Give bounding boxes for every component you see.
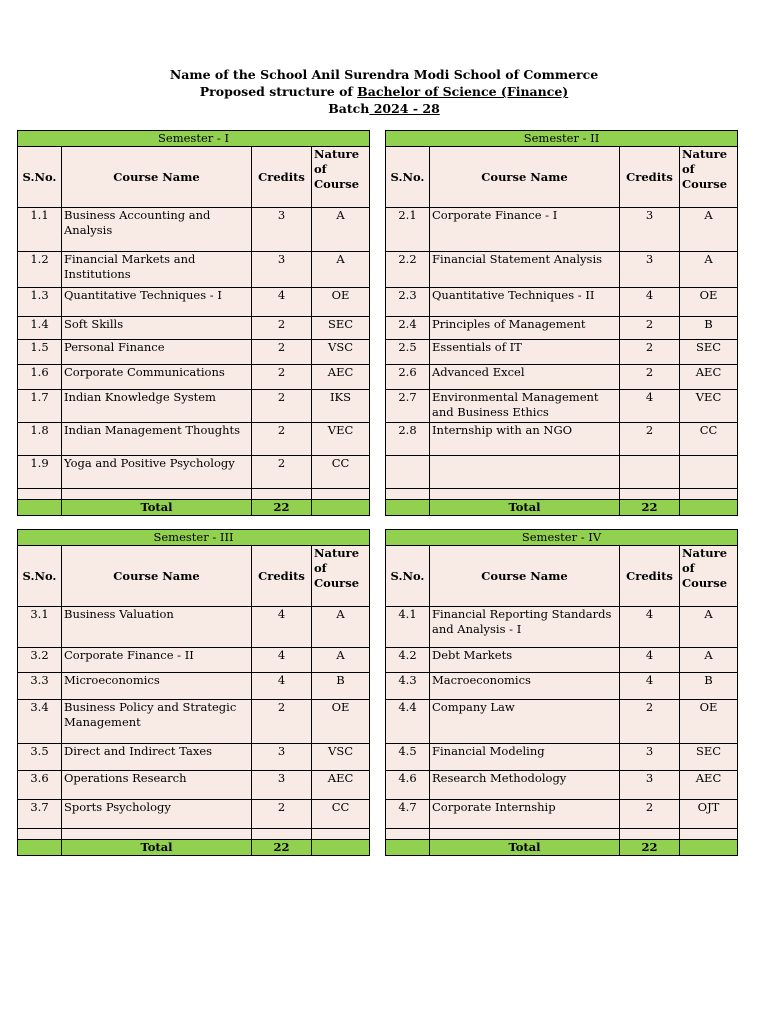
blank-cell — [430, 489, 620, 500]
course-credits: 2 — [620, 365, 680, 390]
total-credits: 22 — [252, 840, 312, 856]
course-credits: 4 — [620, 648, 680, 673]
course-nature: IKS — [312, 390, 370, 423]
blank-cell — [386, 456, 430, 489]
table-row — [18, 390, 370, 423]
blank-cell — [680, 829, 738, 840]
table-row — [386, 800, 738, 829]
total-spacer — [386, 500, 430, 516]
semester-title-row — [18, 131, 370, 147]
blank-row — [386, 489, 738, 500]
table-row — [386, 648, 738, 673]
total-credits: 22 — [252, 500, 312, 516]
blank-cell — [18, 489, 62, 500]
table-row — [386, 673, 738, 700]
course-credits: 2 — [620, 317, 680, 340]
course-credits: 3 — [620, 252, 680, 288]
table-row — [18, 340, 370, 365]
semester-title-row — [18, 530, 370, 546]
table-row — [386, 252, 738, 288]
blank-cell — [386, 489, 430, 500]
course-sno: 1.5 — [18, 340, 62, 365]
table-row — [18, 288, 370, 317]
course-credits: 4 — [252, 288, 312, 317]
document-header — [0, 66, 768, 117]
batch-prefix: Batch — [328, 101, 370, 116]
credits-header: Credits — [252, 147, 312, 208]
blank-cell — [620, 456, 680, 489]
total-spacer — [680, 500, 738, 516]
semester-title: Semester - I — [18, 131, 370, 147]
course-name: Debt Markets — [430, 648, 620, 673]
semester-table — [17, 130, 370, 516]
blank-cell — [252, 829, 312, 840]
course-sno: 3.6 — [18, 771, 62, 800]
course-nature: A — [312, 208, 370, 252]
course-name: Indian Management Thoughts — [62, 423, 252, 456]
course-credits: 4 — [620, 288, 680, 317]
course-sno: 4.3 — [386, 673, 430, 700]
course-name: Business Policy and Strategic Management — [62, 700, 252, 744]
course-credits: 2 — [252, 317, 312, 340]
course-nature: VEC — [680, 390, 738, 423]
total-label: Total — [62, 500, 252, 516]
table-row — [18, 700, 370, 744]
table-row — [386, 744, 738, 771]
course-name: Financial Modeling — [430, 744, 620, 771]
total-credits: 22 — [620, 840, 680, 856]
blank-cell — [620, 489, 680, 500]
table-row — [386, 390, 738, 423]
blank-cell — [430, 456, 620, 489]
semester-table — [17, 529, 370, 856]
blank-cell — [620, 829, 680, 840]
course-nature: VEC — [312, 423, 370, 456]
course-sno: 4.7 — [386, 800, 430, 829]
course-name: Financial Reporting Standards and Analysis - I — [430, 607, 620, 648]
sno-header: S.No. — [18, 546, 62, 607]
course-nature: VSC — [312, 340, 370, 365]
table-row — [18, 456, 370, 489]
course-sno: 3.7 — [18, 800, 62, 829]
course-nature: OJT — [680, 800, 738, 829]
course-nature: AEC — [312, 365, 370, 390]
course-credits: 3 — [620, 771, 680, 800]
course-sno: 1.8 — [18, 423, 62, 456]
table-row — [18, 648, 370, 673]
column-header-row — [18, 147, 370, 208]
blank-row — [386, 829, 738, 840]
course-sno: 2.4 — [386, 317, 430, 340]
sno-header: S.No. — [18, 147, 62, 208]
table-row — [386, 423, 738, 456]
course-sno: 4.2 — [386, 648, 430, 673]
semester-title-row — [386, 131, 738, 147]
course-nature: OE — [312, 288, 370, 317]
nature-header: Nature of Course — [312, 147, 370, 208]
semester-title-row — [386, 530, 738, 546]
course-nature: A — [312, 607, 370, 648]
course-credits: 2 — [252, 700, 312, 744]
blank-cell — [62, 829, 252, 840]
course-sno: 2.1 — [386, 208, 430, 252]
credits-header: Credits — [620, 147, 680, 208]
total-row — [18, 840, 370, 856]
course-name: Financial Markets and Institutions — [62, 252, 252, 288]
course-nature: A — [680, 648, 738, 673]
course-sno: 2.2 — [386, 252, 430, 288]
blank-cell — [680, 456, 738, 489]
course-nature: A — [312, 252, 370, 288]
course-name: Corporate Finance - II — [62, 648, 252, 673]
table-row — [18, 673, 370, 700]
course-nature: OE — [312, 700, 370, 744]
course-name: Soft Skills — [62, 317, 252, 340]
course-sno: 1.1 — [18, 208, 62, 252]
course-nature: SEC — [680, 744, 738, 771]
total-spacer — [18, 500, 62, 516]
blank-cell — [312, 489, 370, 500]
course-nature: CC — [312, 800, 370, 829]
course-name-header: Course Name — [62, 546, 252, 607]
course-name: Corporate Internship — [430, 800, 620, 829]
course-name: Business Accounting and Analysis — [62, 208, 252, 252]
semester-title: Semester - III — [18, 530, 370, 546]
table-row — [18, 365, 370, 390]
column-header-row — [18, 546, 370, 607]
table-row — [386, 607, 738, 648]
course-credits: 4 — [252, 673, 312, 700]
course-credits: 2 — [252, 456, 312, 489]
table-row — [386, 208, 738, 252]
course-nature: A — [680, 607, 738, 648]
course-nature: A — [680, 252, 738, 288]
blank-cell — [62, 489, 252, 500]
table-row — [386, 317, 738, 340]
course-name: Yoga and Positive Psychology — [62, 456, 252, 489]
course-name-header: Course Name — [430, 546, 620, 607]
table-row — [18, 423, 370, 456]
blank-cell — [312, 829, 370, 840]
credits-header: Credits — [620, 546, 680, 607]
course-credits: 2 — [252, 340, 312, 365]
sno-header: S.No. — [386, 546, 430, 607]
total-spacer — [312, 500, 370, 516]
course-name: Research Methodology — [430, 771, 620, 800]
course-sno: 4.4 — [386, 700, 430, 744]
course-sno: 4.1 — [386, 607, 430, 648]
total-label: Total — [430, 500, 620, 516]
table-row — [386, 700, 738, 744]
course-nature: AEC — [312, 771, 370, 800]
course-name: Indian Knowledge System — [62, 390, 252, 423]
course-sno: 1.4 — [18, 317, 62, 340]
course-credits: 4 — [620, 673, 680, 700]
total-row — [18, 500, 370, 516]
course-credits: 2 — [252, 365, 312, 390]
table-row — [386, 365, 738, 390]
course-sno: 1.9 — [18, 456, 62, 489]
course-name: Corporate Finance - I — [430, 208, 620, 252]
course-credits: 2 — [620, 423, 680, 456]
program-line — [0, 83, 768, 100]
course-name: Operations Research — [62, 771, 252, 800]
course-credits: 4 — [620, 607, 680, 648]
course-name: Corporate Communications — [62, 365, 252, 390]
course-name: Quantitative Techniques - I — [62, 288, 252, 317]
table-row — [386, 288, 738, 317]
blank-cell — [386, 829, 430, 840]
course-nature: CC — [312, 456, 370, 489]
course-sno: 3.5 — [18, 744, 62, 771]
course-sno: 2.6 — [386, 365, 430, 390]
batch-years: 2024 - 28 — [369, 101, 440, 116]
course-name: Microeconomics — [62, 673, 252, 700]
course-name: Principles of Management — [430, 317, 620, 340]
course-credits: 3 — [252, 744, 312, 771]
course-nature: SEC — [680, 340, 738, 365]
course-credits: 3 — [252, 771, 312, 800]
semester-title: Semester - IV — [386, 530, 738, 546]
nature-header: Nature of Course — [680, 147, 738, 208]
blank-row — [18, 489, 370, 500]
course-nature: AEC — [680, 365, 738, 390]
total-spacer — [386, 840, 430, 856]
course-credits: 4 — [620, 390, 680, 423]
course-name: Advanced Excel — [430, 365, 620, 390]
nature-header: Nature of Course — [312, 546, 370, 607]
total-credits: 22 — [620, 500, 680, 516]
sno-header: S.No. — [386, 147, 430, 208]
course-sno: 4.5 — [386, 744, 430, 771]
batch-line — [0, 100, 768, 117]
course-nature: B — [680, 673, 738, 700]
course-sno: 2.7 — [386, 390, 430, 423]
course-nature: B — [680, 317, 738, 340]
course-name: Personal Finance — [62, 340, 252, 365]
course-credits: 4 — [252, 607, 312, 648]
program-name: Bachelor of Science (Finance) — [357, 84, 569, 99]
blank-cell — [680, 489, 738, 500]
table-row — [386, 771, 738, 800]
course-sno: 3.4 — [18, 700, 62, 744]
course-sno: 2.5 — [386, 340, 430, 365]
total-spacer — [312, 840, 370, 856]
course-name: Essentials of IT — [430, 340, 620, 365]
blank-cell — [18, 829, 62, 840]
credits-header: Credits — [252, 546, 312, 607]
program-prefix: Proposed structure of — [199, 84, 358, 99]
table-row — [18, 800, 370, 829]
total-row — [386, 500, 738, 516]
course-name: Sports Psychology — [62, 800, 252, 829]
table-row — [18, 771, 370, 800]
course-credits: 3 — [252, 252, 312, 288]
course-sno: 1.6 — [18, 365, 62, 390]
total-label: Total — [62, 840, 252, 856]
blank-row — [18, 829, 370, 840]
table-row — [18, 317, 370, 340]
blank-cell — [252, 489, 312, 500]
course-sno: 2.8 — [386, 423, 430, 456]
course-credits: 3 — [252, 208, 312, 252]
course-sno: 2.3 — [386, 288, 430, 317]
course-credits: 2 — [620, 700, 680, 744]
course-nature: VSC — [312, 744, 370, 771]
semester-table — [385, 130, 738, 516]
course-credits: 4 — [252, 648, 312, 673]
course-name: Direct and Indirect Taxes — [62, 744, 252, 771]
course-nature: CC — [680, 423, 738, 456]
course-credits: 3 — [620, 744, 680, 771]
total-label: Total — [430, 840, 620, 856]
course-nature: OE — [680, 700, 738, 744]
course-sno: 1.7 — [18, 390, 62, 423]
table-row — [18, 744, 370, 771]
course-credits: 2 — [620, 800, 680, 829]
course-credits: 2 — [252, 800, 312, 829]
course-credits: 3 — [620, 208, 680, 252]
table-row — [18, 252, 370, 288]
course-nature: OE — [680, 288, 738, 317]
course-nature: B — [312, 673, 370, 700]
course-sno: 3.2 — [18, 648, 62, 673]
course-sno: 1.2 — [18, 252, 62, 288]
table-row — [18, 208, 370, 252]
nature-header: Nature of Course — [680, 546, 738, 607]
semester-table — [385, 529, 738, 856]
course-nature: SEC — [312, 317, 370, 340]
semester-title: Semester - II — [386, 131, 738, 147]
table-row — [386, 340, 738, 365]
blank-cell — [430, 829, 620, 840]
total-row — [386, 840, 738, 856]
course-name: Internship with an NGO — [430, 423, 620, 456]
course-sno: 1.3 — [18, 288, 62, 317]
course-name: Company Law — [430, 700, 620, 744]
column-header-row — [386, 546, 738, 607]
total-spacer — [680, 840, 738, 856]
course-name-header: Course Name — [62, 147, 252, 208]
course-nature: AEC — [680, 771, 738, 800]
course-nature: A — [680, 208, 738, 252]
course-name: Business Valuation — [62, 607, 252, 648]
course-sno: 4.6 — [386, 771, 430, 800]
course-nature: A — [312, 648, 370, 673]
course-name: Macroeconomics — [430, 673, 620, 700]
column-header-row — [386, 147, 738, 208]
course-credits: 2 — [252, 423, 312, 456]
course-name: Environmental Management and Business Ethics — [430, 390, 620, 423]
course-name: Quantitative Techniques - II — [430, 288, 620, 317]
school-name: Name of the School Anil Surendra Modi School of Commerce — [169, 67, 599, 82]
blank-row — [386, 456, 738, 489]
course-credits: 2 — [252, 390, 312, 423]
total-spacer — [18, 840, 62, 856]
table-row — [18, 607, 370, 648]
course-sno: 3.3 — [18, 673, 62, 700]
course-name: Financial Statement Analysis — [430, 252, 620, 288]
course-credits: 2 — [620, 340, 680, 365]
course-sno: 3.1 — [18, 607, 62, 648]
course-name-header: Course Name — [430, 147, 620, 208]
